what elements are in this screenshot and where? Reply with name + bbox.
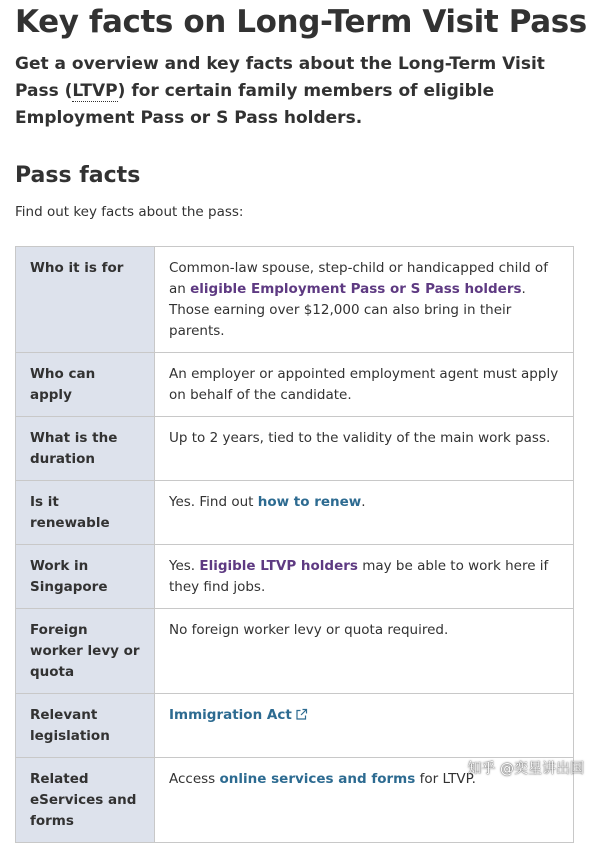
row-label: Is it renewable bbox=[16, 481, 155, 545]
row-label: Work in Singapore bbox=[16, 545, 155, 609]
row-text: may be able to work here if they find jobs. bbox=[169, 558, 549, 595]
row-value bbox=[155, 545, 574, 609]
table-row bbox=[16, 481, 574, 545]
row-link[interactable]: Eligible LTVP holders bbox=[199, 558, 358, 574]
row-text: Yes. bbox=[169, 558, 200, 574]
intro-text bbox=[15, 51, 580, 132]
row-value bbox=[155, 353, 574, 417]
row-text: Yes. Find out bbox=[169, 494, 258, 510]
lead-text: Find out key facts about the pass: bbox=[15, 204, 244, 220]
page-title: Key facts on Long-Term Visit Pass bbox=[15, 4, 587, 40]
row-value bbox=[155, 481, 574, 545]
row-label: What is the duration bbox=[16, 417, 155, 481]
row-text: . bbox=[361, 494, 366, 510]
table-row bbox=[16, 353, 574, 417]
ltvp-abbreviation[interactable]: LTVP bbox=[72, 81, 118, 101]
table-row bbox=[16, 417, 574, 481]
row-link[interactable]: how to renew bbox=[257, 494, 362, 510]
table-row bbox=[16, 247, 574, 353]
watermark: 知乎 @奕星讲出国 bbox=[467, 761, 584, 777]
table-row bbox=[16, 609, 574, 694]
pass-facts-body bbox=[16, 247, 574, 843]
intro-before: Get a overview and key facts about the Long-Term Visit Pass ( bbox=[15, 54, 545, 101]
row-value bbox=[155, 247, 574, 353]
table-row bbox=[16, 545, 574, 609]
row-text: for LTVP. bbox=[415, 771, 476, 787]
external-link-icon[interactable] bbox=[295, 708, 308, 721]
intro-after: ) for certain family members of eligible Employment Pass or S Pass holders. bbox=[15, 81, 495, 128]
row-label: Who can apply bbox=[16, 353, 155, 417]
row-text: An employer or appointed employment agent must apply on behalf of the candidate. bbox=[169, 366, 559, 403]
row-value bbox=[155, 417, 574, 481]
row-text: Up to 2 years, tied to the validity of the main work pass. bbox=[169, 430, 551, 446]
row-link[interactable]: Immigration Act bbox=[169, 707, 292, 723]
row-text: . Those earning over $12,000 can also bring in their parents. bbox=[169, 281, 526, 339]
row-text: No foreign worker levy or quota required. bbox=[169, 622, 449, 638]
row-label: Who it is for bbox=[16, 247, 155, 353]
row-value bbox=[155, 609, 574, 694]
row-text: Access bbox=[169, 771, 220, 787]
row-text: Common-law spouse, step-child or handicapped child of an bbox=[169, 260, 548, 297]
section-title: Pass facts bbox=[15, 163, 141, 188]
row-label: Relevant legislation bbox=[16, 694, 155, 758]
row-label: Related eServices and forms bbox=[16, 758, 155, 843]
row-label: Foreign worker levy or quota bbox=[16, 609, 155, 694]
row-value bbox=[155, 694, 574, 758]
table-row bbox=[16, 694, 574, 758]
pass-facts-table bbox=[15, 246, 574, 843]
row-link[interactable]: online services and forms bbox=[219, 771, 416, 787]
row-link[interactable]: eligible Employment Pass or S Pass holders bbox=[190, 281, 522, 297]
